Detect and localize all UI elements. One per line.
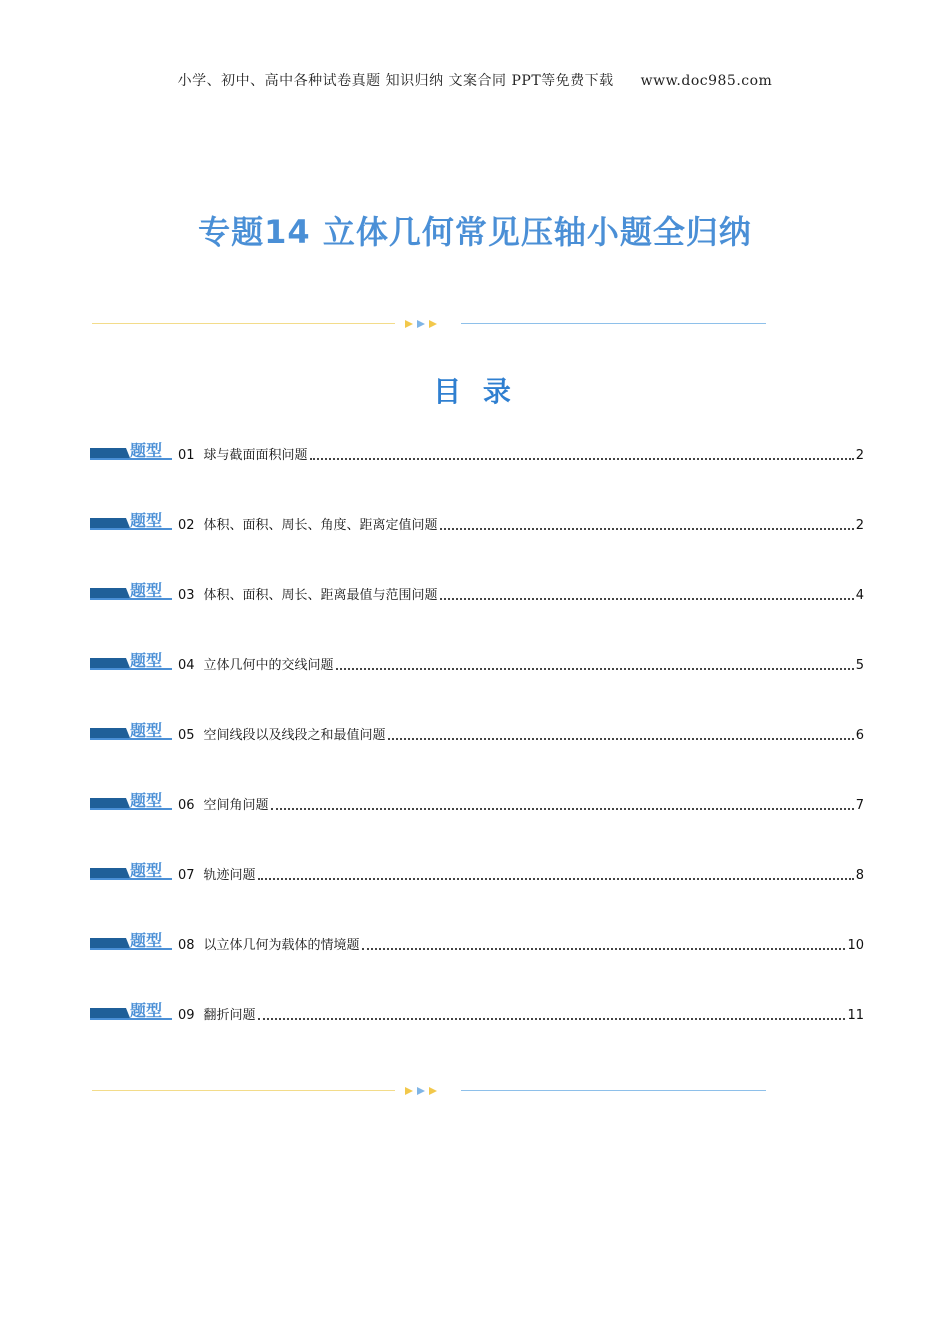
- badge-label: 题型: [130, 581, 163, 600]
- divider-left-line: [92, 323, 395, 324]
- toc-entry-line[interactable]: [178, 794, 864, 813]
- toc-leader-dots: [336, 668, 854, 670]
- question-type-badge: [90, 440, 172, 462]
- divider-right-line: [461, 1090, 766, 1091]
- toc-entry-number: 01: [178, 448, 195, 463]
- divider-left-line: [92, 1090, 395, 1091]
- toc-entry-page: 2: [855, 448, 864, 463]
- toc-entry-title[interactable]: 立体几何中的交线问题: [203, 658, 334, 673]
- toc-entry-line[interactable]: [178, 584, 864, 603]
- badge-label: 题型: [130, 721, 163, 740]
- toc-entry-title[interactable]: 空间角问题: [203, 798, 269, 813]
- badge-label: 题型: [130, 1001, 163, 1020]
- toc-leader-dots: [310, 458, 854, 460]
- toc-entry-line[interactable]: [178, 654, 864, 673]
- question-type-badge: [90, 720, 172, 742]
- toc-leader-dots: [388, 738, 854, 740]
- question-type-badge: [90, 650, 172, 672]
- toc-entry-number: 09: [178, 1008, 195, 1023]
- toc-entry-line[interactable]: [178, 444, 864, 463]
- toc-entry-title[interactable]: 体积、面积、周长、距离最值与范围问题: [203, 588, 438, 603]
- toc-entry-page: 2: [855, 518, 864, 533]
- toc-entry-page: 11: [847, 1008, 864, 1023]
- toc-entry-title[interactable]: 轨迹问题: [203, 868, 256, 883]
- toc-entry-page: 8: [855, 868, 864, 883]
- toc-entry-page: 10: [847, 938, 864, 953]
- toc-entry[interactable]: [90, 720, 864, 746]
- toc-leader-dots: [440, 528, 854, 530]
- badge-label: 题型: [130, 441, 163, 460]
- toc-entry-page: 4: [855, 588, 864, 603]
- question-type-badge: [90, 1000, 172, 1022]
- question-type-badge: [90, 790, 172, 812]
- question-type-badge: [90, 510, 172, 532]
- toc-entry[interactable]: [90, 860, 864, 886]
- document-title: 专题14 立体几何常见压轴小题全归纳: [198, 213, 752, 251]
- toc-entry[interactable]: [90, 440, 864, 466]
- badge-label: 题型: [130, 861, 163, 880]
- toc-entry-title[interactable]: 球与截面面积问题: [203, 448, 308, 463]
- header-url[interactable]: www.doc985.com: [640, 73, 773, 89]
- page-header: [0, 70, 950, 90]
- toc-entry-line[interactable]: [178, 724, 864, 743]
- toc-leader-dots: [258, 1018, 846, 1020]
- toc-entry-title[interactable]: 空间线段以及线段之和最值问题: [203, 728, 386, 743]
- toc-entry[interactable]: [90, 1000, 864, 1026]
- divider-right-line: [461, 323, 766, 324]
- toc-entry-number: 08: [178, 938, 195, 953]
- toc-entry-number: 05: [178, 728, 195, 743]
- toc-entry-line[interactable]: [178, 864, 864, 883]
- toc-entry-title[interactable]: 以立体几何为载体的情境题: [203, 938, 360, 953]
- toc-leader-dots: [271, 808, 854, 810]
- toc-entry-line[interactable]: [178, 514, 864, 533]
- badge-label: 题型: [130, 931, 163, 950]
- toc-entry-number: 06: [178, 798, 195, 813]
- toc-entry-number: 07: [178, 868, 195, 883]
- toc-leader-dots: [440, 598, 854, 600]
- triple-arrow-icon: [403, 1085, 443, 1097]
- question-type-badge: [90, 860, 172, 882]
- toc-entry-line[interactable]: [178, 934, 864, 953]
- toc-entry[interactable]: [90, 510, 864, 536]
- divider-bottom: [92, 1085, 766, 1097]
- toc-leader-dots: [362, 948, 846, 950]
- toc-entry[interactable]: [90, 930, 864, 956]
- toc-entry-page: 5: [855, 658, 864, 673]
- divider-top: [92, 318, 766, 330]
- toc-entry-number: 02: [178, 518, 195, 533]
- question-type-badge: [90, 580, 172, 602]
- question-type-badge: [90, 930, 172, 952]
- toc-entry-title[interactable]: 翻折问题: [203, 1008, 256, 1023]
- toc-entry[interactable]: [90, 790, 864, 816]
- triple-arrow-icon: [403, 318, 443, 330]
- toc-entry-number: 04: [178, 658, 195, 673]
- toc-entry[interactable]: [90, 650, 864, 676]
- toc-entry-page: 6: [855, 728, 864, 743]
- toc-entry[interactable]: [90, 580, 864, 606]
- toc-entry-page: 7: [855, 798, 864, 813]
- header-text: 小学、初中、高中各种试卷真题 知识归纳 文案合同 PPT等免费下载: [177, 73, 614, 89]
- toc-leader-dots: [258, 878, 854, 880]
- toc-entry-title[interactable]: 体积、面积、周长、角度、距离定值问题: [203, 518, 438, 533]
- badge-label: 题型: [130, 651, 163, 670]
- badge-label: 题型: [130, 511, 163, 530]
- badge-label: 题型: [130, 791, 163, 810]
- toc-entry-line[interactable]: [178, 1004, 864, 1023]
- toc-entry-number: 03: [178, 588, 195, 603]
- toc-title: 目 录: [433, 375, 517, 408]
